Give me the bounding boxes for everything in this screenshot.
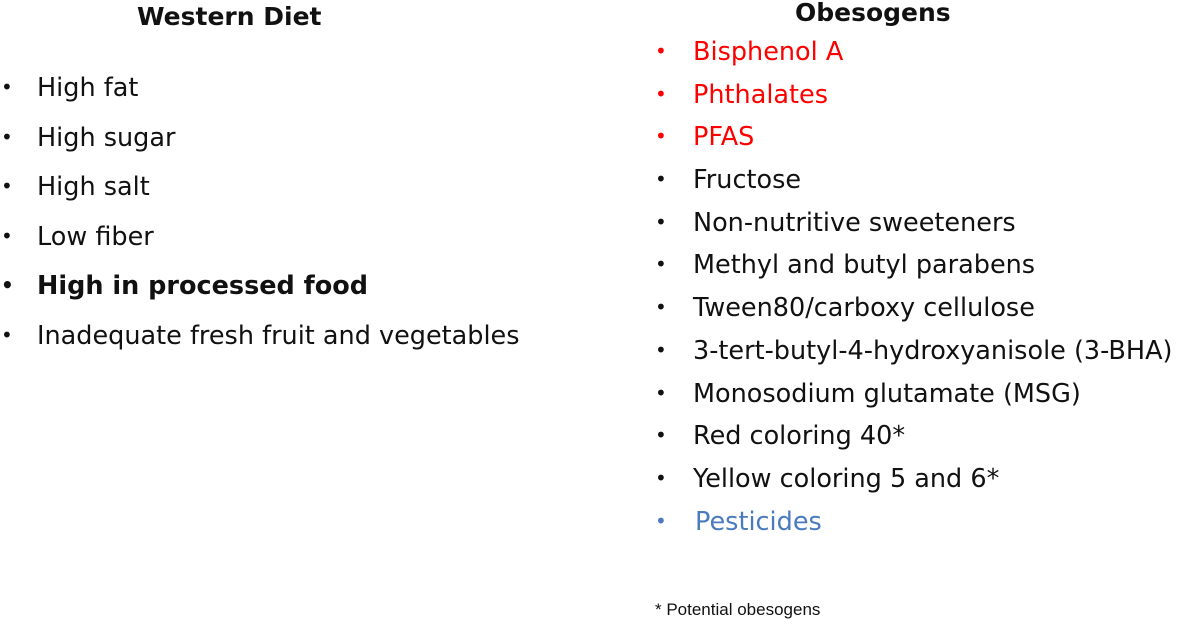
bullet-icon: • [655, 465, 667, 490]
list-item-text: High sugar [37, 122, 176, 153]
list-item [0, 271, 580, 324]
bullet-icon: • [655, 295, 667, 320]
obesogens-heading: Obesogens [795, 0, 951, 27]
list-item [645, 506, 1200, 553]
list-item [0, 221, 580, 275]
list-item-text: Methyl and butyl parabens [693, 250, 1036, 281]
list-item [0, 172, 580, 225]
list-item [645, 79, 1200, 126]
list-item-text: Low fiber [37, 221, 154, 252]
list-item-text: Non-nutritive sweeteners [693, 207, 1016, 238]
list-item-text: Tween80/carboxy cellulose [693, 293, 1035, 324]
bullet-icon: • [655, 124, 667, 149]
list-item-text: Monosodium glutamate (MSG) [693, 378, 1081, 409]
western-diet-heading: Western Diet [137, 2, 322, 31]
bullet-icon: • [655, 337, 667, 362]
list-item-text: Red coloring 40* [693, 421, 906, 452]
list-item-text: Pesticides [695, 506, 822, 537]
list-item-text: High salt [37, 172, 150, 202]
bullet-icon: • [1, 174, 13, 198]
bullet-icon: • [655, 252, 667, 277]
bullet-icon: • [655, 380, 667, 405]
list-item [645, 378, 1200, 425]
bullet-icon: • [1, 124, 13, 149]
obesogens-list [645, 37, 1200, 552]
list-item-text: High in processed food [37, 271, 369, 301]
list-item [0, 320, 580, 374]
footnote: * Potential obesogens [655, 600, 821, 619]
list-item [645, 335, 1200, 382]
list-item [645, 250, 1200, 296]
bullet-icon: • [1, 322, 13, 347]
list-item [645, 165, 1200, 211]
list-item-text: Fructose [693, 165, 802, 196]
list-item [645, 37, 1200, 83]
list-item-text: Yellow coloring 5 and 6* [693, 463, 1000, 494]
western-diet-list [0, 73, 580, 373]
list-item [0, 122, 580, 176]
bullet-icon: • [655, 167, 667, 192]
bullet-icon: • [1, 273, 14, 297]
list-item-text: Inadequate fresh fruit and vegetables [37, 320, 520, 351]
list-item [0, 73, 580, 126]
bullet-icon: • [655, 209, 667, 234]
list-item-text: High fat [37, 73, 139, 103]
bullet-icon: • [1, 75, 13, 99]
list-item [645, 207, 1200, 254]
bullet-icon: • [655, 39, 667, 63]
list-item [645, 293, 1200, 339]
list-item-text: 3-tert-butyl-4-hydroxyanisole (3-BHA) [693, 335, 1173, 366]
list-item [645, 421, 1200, 467]
list-item-text: Bisphenol A [693, 37, 844, 67]
bullet-icon: • [1, 223, 13, 248]
list-item [645, 122, 1200, 168]
list-item-text: Phthalates [693, 79, 829, 110]
bullet-icon: • [655, 423, 667, 448]
list-item-text: PFAS [693, 122, 755, 153]
bullet-icon: • [655, 508, 667, 533]
list-item [645, 463, 1200, 510]
bullet-icon: • [655, 81, 667, 106]
